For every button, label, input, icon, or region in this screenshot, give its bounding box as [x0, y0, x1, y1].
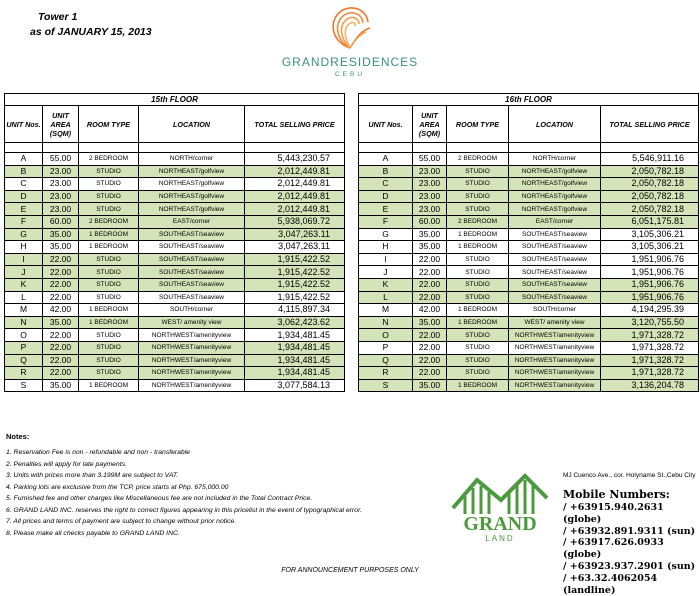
- unit-cell: N: [359, 316, 413, 329]
- floor-title-row: [359, 94, 699, 106]
- area-cell: 22.00: [413, 367, 447, 380]
- note-item: 1. Reservation Fee is non - refundable and non - transferable: [6, 449, 191, 456]
- location-cell: SOUTHEAST/seaview: [509, 266, 601, 279]
- price-cell: 1,934,481.45: [245, 367, 345, 380]
- table-row: [359, 329, 699, 342]
- unit-cell: E: [5, 203, 43, 216]
- area-cell: 35.00: [43, 241, 79, 254]
- area-cell: 23.00: [413, 190, 447, 203]
- unit-cell: C: [359, 178, 413, 191]
- table-row: [359, 354, 699, 367]
- table-row: [5, 203, 345, 216]
- blank-row: [359, 143, 699, 153]
- unit-cell: K: [359, 278, 413, 291]
- price-cell: 1,971,328.72: [601, 354, 699, 367]
- price-cell: 1,934,481.45: [245, 341, 345, 354]
- price-cell: 4,115,897.34: [245, 304, 345, 317]
- area-cell: 22.00: [43, 278, 79, 291]
- location-cell: NORTHWEST/amenityview: [509, 341, 601, 354]
- blank-cell: [601, 143, 699, 153]
- room-type-cell: 1 BEDROOM: [79, 316, 139, 329]
- price-cell: 3,062,423.62: [245, 316, 345, 329]
- room-type-cell: STUDIO: [447, 165, 509, 178]
- table-row: [5, 266, 345, 279]
- mobile-number-line: / +63932.891.9311 (sun): [563, 525, 696, 537]
- area-cell: 22.00: [43, 329, 79, 342]
- area-cell: 23.00: [413, 178, 447, 191]
- table-row: [5, 354, 345, 367]
- room-type-cell: STUDIO: [79, 291, 139, 304]
- area-cell: 60.00: [43, 215, 79, 228]
- price-cell: 3,047,263.11: [245, 228, 345, 241]
- room-type-cell: 2 BEDROOM: [447, 215, 509, 228]
- location-cell: WEST/ amenity view: [139, 316, 245, 329]
- room-type-cell: STUDIO: [447, 341, 509, 354]
- floor-title-row: [5, 94, 345, 106]
- room-type-cell: STUDIO: [447, 354, 509, 367]
- price-cell: 2,012,449.81: [245, 165, 345, 178]
- table-row: [359, 215, 699, 228]
- table-row: [359, 165, 699, 178]
- price-cell: 2,050,782.18: [601, 190, 699, 203]
- price-cell: 3,077,584.13: [245, 379, 345, 392]
- price-cell: 1,915,422.52: [245, 253, 345, 266]
- price-cell: 2,050,782.18: [601, 203, 699, 216]
- room-type-cell: STUDIO: [79, 367, 139, 380]
- area-cell: 55.00: [413, 153, 447, 166]
- price-cell: 1,951,906.76: [601, 253, 699, 266]
- room-type-cell: STUDIO: [447, 291, 509, 304]
- unit-cell: Q: [5, 354, 43, 367]
- unit-cell: R: [5, 367, 43, 380]
- area-cell: 55.00: [43, 153, 79, 166]
- col-header-room-type: ROOM TYPE: [447, 106, 509, 143]
- location-cell: SOUTH/corner: [139, 304, 245, 317]
- table-row: [5, 341, 345, 354]
- area-cell: 22.00: [413, 354, 447, 367]
- room-type-cell: STUDIO: [79, 203, 139, 216]
- location-cell: NORTHWEST/amenityview: [509, 354, 601, 367]
- area-cell: 22.00: [43, 291, 79, 304]
- room-type-cell: STUDIO: [447, 203, 509, 216]
- area-cell: 23.00: [43, 165, 79, 178]
- location-cell: NORTHWEST/amenityview: [509, 379, 601, 392]
- table-row: [5, 228, 345, 241]
- as-of-date: as of JANUARY 15, 2013: [30, 26, 152, 38]
- unit-cell: S: [359, 379, 413, 392]
- note-item: 3. Units with prices more than 3.199M are subject to VAT.: [6, 472, 179, 479]
- room-type-cell: STUDIO: [79, 165, 139, 178]
- room-type-cell: STUDIO: [447, 190, 509, 203]
- table-row: [359, 316, 699, 329]
- area-cell: 22.00: [43, 341, 79, 354]
- grand-logo-word: GRAND: [463, 513, 537, 535]
- table-row: [359, 253, 699, 266]
- location-cell: NORTHWEST/amenityview: [139, 379, 245, 392]
- room-type-cell: 1 BEDROOM: [447, 241, 509, 254]
- price-cell: 4,194,295.39: [601, 304, 699, 317]
- blank-cell: [245, 143, 345, 153]
- price-cell: 1,951,906.76: [601, 278, 699, 291]
- blank-cell: [139, 143, 245, 153]
- price-cell: 1,951,906.76: [601, 291, 699, 304]
- price-cell: 6,051,175.81: [601, 215, 699, 228]
- price-cell: 2,050,782.18: [601, 165, 699, 178]
- unit-cell: D: [359, 190, 413, 203]
- price-cell: 1,934,481.45: [245, 329, 345, 342]
- price-cell: 3,120,755.50: [601, 316, 699, 329]
- brand-name: GRANDRESIDENCES: [281, 55, 419, 69]
- area-cell: 22.00: [43, 367, 79, 380]
- room-type-cell: 1 BEDROOM: [447, 379, 509, 392]
- area-cell: 22.00: [413, 329, 447, 342]
- price-cell: 1,951,906.76: [601, 266, 699, 279]
- room-type-cell: STUDIO: [79, 341, 139, 354]
- room-type-cell: STUDIO: [79, 266, 139, 279]
- area-cell: 22.00: [413, 278, 447, 291]
- price-cell: 1,971,328.72: [601, 367, 699, 380]
- location-cell: SOUTH/corner: [509, 304, 601, 317]
- mobile-number-line: / +63915.940.2631 (globe): [563, 502, 664, 525]
- location-cell: EAST/corner: [139, 215, 245, 228]
- blank-cell: [509, 143, 601, 153]
- location-cell: NORTHEAST/golfview: [139, 165, 245, 178]
- note-item: 5. Furnished fee and other charges like Miscellaneous fee are not included in the Total Contract Price.: [6, 495, 313, 502]
- room-type-cell: STUDIO: [79, 278, 139, 291]
- location-cell: SOUTHEAST/seaview: [139, 291, 245, 304]
- unit-cell: H: [359, 241, 413, 254]
- table-row: [5, 379, 345, 392]
- unit-cell: C: [5, 178, 43, 191]
- room-type-cell: 2 BEDROOM: [79, 215, 139, 228]
- notes-title: Notes:: [6, 432, 30, 441]
- table-row: [359, 304, 699, 317]
- blank-cell: [43, 143, 79, 153]
- col-header-location: LOCATION: [139, 106, 245, 143]
- note-item: 8. Please make all checks payable to GRAND LAND INC.: [6, 529, 180, 537]
- unit-cell: A: [5, 153, 43, 166]
- col-header-room-type: ROOM TYPE: [79, 106, 139, 143]
- room-type-cell: STUDIO: [447, 178, 509, 191]
- blank-cell: [5, 143, 43, 153]
- blank-cell: [447, 143, 509, 153]
- price-cell: 1,915,422.52: [245, 278, 345, 291]
- area-cell: 35.00: [413, 379, 447, 392]
- price-cell: 1,971,328.72: [601, 341, 699, 354]
- note-item: 2. Penalties will apply for late payments.: [6, 460, 127, 468]
- location-cell: SOUTHEAST/seaview: [139, 253, 245, 266]
- price-cell: 5,546,911.16: [601, 153, 699, 166]
- room-type-cell: STUDIO: [447, 329, 509, 342]
- blank-cell: [413, 143, 447, 153]
- table-row: [5, 367, 345, 380]
- unit-cell: P: [5, 341, 43, 354]
- table-row: [5, 316, 345, 329]
- room-type-cell: 1 BEDROOM: [447, 304, 509, 317]
- room-type-cell: STUDIO: [447, 367, 509, 380]
- unit-cell: F: [359, 215, 413, 228]
- table-row: [5, 241, 345, 254]
- announcement-footer: FOR ANNOUNCEMENT PURPOSES ONLY: [281, 567, 419, 574]
- location-cell: NORTHWEST/amenityview: [139, 367, 245, 380]
- unit-cell: J: [359, 266, 413, 279]
- unit-cell: R: [359, 367, 413, 380]
- price-cell: 1,915,422.52: [245, 291, 345, 304]
- area-cell: 23.00: [413, 203, 447, 216]
- location-cell: SOUTHEAST/seaview: [509, 253, 601, 266]
- area-cell: 22.00: [413, 253, 447, 266]
- table-row: [359, 379, 699, 392]
- table-row: [359, 228, 699, 241]
- location-cell: NORTHWEST/amenityview: [509, 367, 601, 380]
- floor-15-price-table: [4, 93, 345, 392]
- location-cell: NORTHEAST/golfview: [509, 203, 601, 216]
- col-header-unit-area: UNIT AREA (SQM): [43, 106, 79, 143]
- mobile-number-line: / +63923.937.2901 (sun): [563, 560, 696, 572]
- room-type-cell: 1 BEDROOM: [447, 228, 509, 241]
- room-type-cell: STUDIO: [79, 253, 139, 266]
- floor-title: 15th FLOOR: [5, 94, 345, 106]
- area-cell: 23.00: [43, 178, 79, 191]
- unit-cell: G: [5, 228, 43, 241]
- area-cell: 23.00: [43, 190, 79, 203]
- location-cell: SOUTHEAST/seaview: [139, 241, 245, 254]
- price-cell: 1,934,481.45: [245, 354, 345, 367]
- room-type-cell: STUDIO: [79, 329, 139, 342]
- table-row: [5, 165, 345, 178]
- room-type-cell: STUDIO: [447, 253, 509, 266]
- area-cell: 35.00: [43, 316, 79, 329]
- table-row: [359, 178, 699, 191]
- blank-cell: [79, 143, 139, 153]
- room-type-cell: 1 BEDROOM: [79, 228, 139, 241]
- price-cell: 5,443,230.57: [245, 153, 345, 166]
- col-header-unit-nos: UNIT Nos.: [359, 106, 413, 143]
- table-row: [359, 190, 699, 203]
- location-cell: SOUTHEAST/seaview: [139, 278, 245, 291]
- location-cell: NORTHEAST/golfview: [509, 178, 601, 191]
- room-type-cell: 1 BEDROOM: [79, 379, 139, 392]
- room-type-cell: 2 BEDROOM: [447, 153, 509, 166]
- header-row: [359, 106, 699, 143]
- location-cell: SOUTHEAST/seaview: [509, 291, 601, 304]
- col-header-unit-nos: UNIT Nos.: [5, 106, 43, 143]
- shell-logo-icon: [310, 2, 390, 52]
- unit-cell: H: [5, 241, 43, 254]
- area-cell: 42.00: [413, 304, 447, 317]
- col-header-price: TOTAL SELLING PRICE: [245, 106, 345, 143]
- location-cell: SOUTHEAST/seaview: [139, 266, 245, 279]
- location-cell: NORTHEAST/golfview: [509, 165, 601, 178]
- unit-cell: A: [359, 153, 413, 166]
- mobile-title: Mobile Numbers:: [563, 488, 670, 501]
- area-cell: 22.00: [413, 291, 447, 304]
- price-cell: 2,012,449.81: [245, 190, 345, 203]
- brand-city: CEBU: [334, 71, 366, 78]
- location-cell: NORTHEAST/golfview: [139, 203, 245, 216]
- location-cell: NORTHEAST/golfview: [509, 190, 601, 203]
- area-cell: 35.00: [413, 316, 447, 329]
- room-type-cell: 1 BEDROOM: [79, 304, 139, 317]
- blank-row: [5, 143, 345, 153]
- unit-cell: M: [359, 304, 413, 317]
- unit-cell: Q: [359, 354, 413, 367]
- land-logo-word: LAND: [485, 534, 515, 543]
- unit-cell: L: [5, 291, 43, 304]
- unit-cell: J: [5, 266, 43, 279]
- room-type-cell: 1 BEDROOM: [447, 316, 509, 329]
- area-cell: 60.00: [413, 215, 447, 228]
- unit-cell: G: [359, 228, 413, 241]
- price-cell: 1,915,422.52: [245, 266, 345, 279]
- room-type-cell: STUDIO: [447, 278, 509, 291]
- table-row: [359, 266, 699, 279]
- tower-label: Tower 1: [38, 11, 78, 23]
- room-type-cell: STUDIO: [79, 354, 139, 367]
- location-cell: SOUTHEAST/seaview: [509, 228, 601, 241]
- table-row: [5, 304, 345, 317]
- price-cell: 3,105,306.21: [601, 228, 699, 241]
- table-row: [359, 203, 699, 216]
- table-row: [5, 215, 345, 228]
- mobile-number-line: / +63917.626.0933 (globe): [563, 537, 664, 561]
- unit-cell: K: [5, 278, 43, 291]
- unit-cell: L: [359, 291, 413, 304]
- location-cell: NORTHWEST/amenityview: [509, 329, 601, 342]
- unit-cell: M: [5, 304, 43, 317]
- notes-section: [6, 432, 362, 539]
- col-header-location: LOCATION: [509, 106, 601, 143]
- price-cell: 3,136,204.78: [601, 379, 699, 392]
- area-cell: 35.00: [413, 228, 447, 241]
- price-cell: 5,938,069.72: [245, 215, 345, 228]
- table-row: [5, 178, 345, 191]
- price-cell: 1,971,328.72: [601, 329, 699, 342]
- room-type-cell: STUDIO: [447, 266, 509, 279]
- location-cell: NORTHEAST/golfview: [139, 178, 245, 191]
- unit-cell: N: [5, 316, 43, 329]
- note-item: 6. GRAND LAND INC. reserves the right to correct figures appearing in this pricelist in the event of typographical error.: [6, 506, 362, 514]
- room-type-cell: STUDIO: [79, 190, 139, 203]
- location-cell: SOUTHEAST/seaview: [509, 278, 601, 291]
- table-row: [5, 190, 345, 203]
- header-row: [5, 106, 345, 143]
- notes-list: [6, 447, 362, 539]
- unit-cell: P: [359, 341, 413, 354]
- office-address: MJ Cuenco Ave., cor. Holyname St.,Cebu City: [563, 472, 696, 479]
- location-cell: NORTH/corner: [139, 153, 245, 166]
- area-cell: 22.00: [43, 354, 79, 367]
- price-cell: 3,047,263.11: [245, 241, 345, 254]
- col-header-unit-area: UNIT AREA (SQM): [413, 106, 447, 143]
- area-cell: 22.00: [413, 341, 447, 354]
- room-type-cell: 2 BEDROOM: [79, 153, 139, 166]
- mobile-numbers: [563, 488, 700, 596]
- location-cell: NORTHWEST/amenityview: [139, 329, 245, 342]
- area-cell: 22.00: [43, 266, 79, 279]
- floor-16-price-table: [358, 93, 699, 392]
- unit-cell: D: [5, 190, 43, 203]
- blank-cell: [359, 143, 413, 153]
- table-row: [359, 241, 699, 254]
- price-cell: 2,050,782.18: [601, 178, 699, 191]
- room-type-cell: STUDIO: [79, 178, 139, 191]
- table-row: [359, 153, 699, 166]
- unit-cell: S: [5, 379, 43, 392]
- table-row: [359, 367, 699, 380]
- table-row: [359, 291, 699, 304]
- location-cell: EAST/corner: [509, 215, 601, 228]
- area-cell: 23.00: [43, 203, 79, 216]
- location-cell: WEST/ amenity view: [509, 316, 601, 329]
- area-cell: 22.00: [43, 253, 79, 266]
- area-cell: 23.00: [413, 165, 447, 178]
- area-cell: 35.00: [43, 228, 79, 241]
- unit-cell: B: [359, 165, 413, 178]
- location-cell: NORTHWEST/amenityview: [139, 341, 245, 354]
- location-cell: NORTHEAST/golfview: [139, 190, 245, 203]
- floor-title: 16th FLOOR: [359, 94, 699, 106]
- unit-cell: F: [5, 215, 43, 228]
- unit-cell: I: [5, 253, 43, 266]
- price-cell: 2,012,449.81: [245, 178, 345, 191]
- table-row: [5, 253, 345, 266]
- table-row: [5, 291, 345, 304]
- table-row: [5, 153, 345, 166]
- location-cell: NORTH/corner: [509, 153, 601, 166]
- table-row: [359, 278, 699, 291]
- mobile-number-line: / +63.32.4062054 (landline): [563, 572, 658, 596]
- price-cell: 3,105,306.21: [601, 241, 699, 254]
- unit-cell: I: [359, 253, 413, 266]
- unit-cell: B: [5, 165, 43, 178]
- note-item: 4. Parking lots are exclusive from the TCP, price starts at Php. 675,000.00: [6, 483, 229, 491]
- col-header-price: TOTAL SELLING PRICE: [601, 106, 699, 143]
- area-cell: 35.00: [413, 241, 447, 254]
- unit-cell: O: [359, 329, 413, 342]
- table-row: [5, 329, 345, 342]
- unit-cell: E: [359, 203, 413, 216]
- area-cell: 35.00: [43, 379, 79, 392]
- table-row: [359, 341, 699, 354]
- table-row: [5, 278, 345, 291]
- grand-land-logo-icon: [447, 468, 553, 544]
- room-type-cell: 1 BEDROOM: [79, 241, 139, 254]
- price-cell: 2,012,449.81: [245, 203, 345, 216]
- location-cell: SOUTHEAST/seaview: [509, 241, 601, 254]
- note-item: 7. All prices and terms of payment are subject to change without prior notice.: [6, 518, 237, 525]
- location-cell: SOUTHEAST/seaview: [139, 228, 245, 241]
- area-cell: 42.00: [43, 304, 79, 317]
- area-cell: 22.00: [413, 266, 447, 279]
- location-cell: NORTHWEST/amenityview: [139, 354, 245, 367]
- unit-cell: O: [5, 329, 43, 342]
